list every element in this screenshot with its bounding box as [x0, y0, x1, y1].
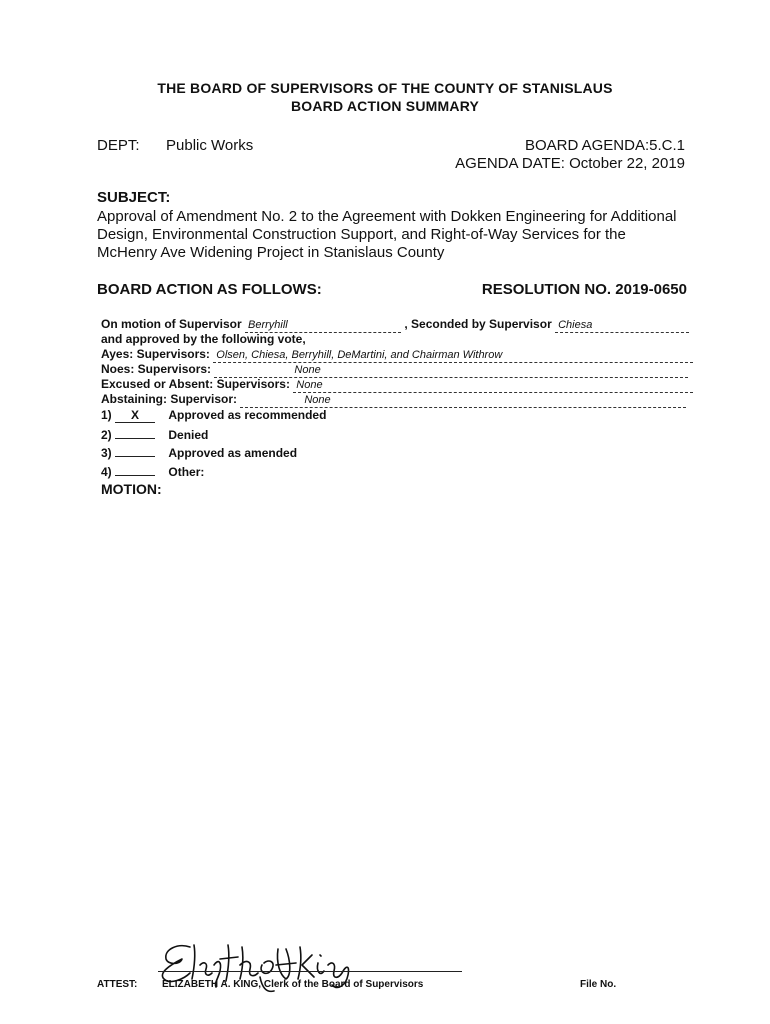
resolution-number: RESOLUTION NO. 2019-0650 — [481, 281, 687, 298]
attest-label: ATTEST: — [97, 979, 138, 990]
dept-label: DEPT: — [97, 137, 140, 154]
option-number: 2) — [101, 428, 112, 442]
option-4 — [101, 465, 204, 479]
abstaining-label: Abstaining: Supervisor: — [101, 392, 238, 406]
motion-label: MOTION: — [101, 481, 162, 497]
motion-label: On motion of Supervisor — [101, 317, 242, 331]
seconded-label: , Seconded by Supervisor — [404, 317, 552, 331]
ayes-row — [101, 347, 693, 363]
option-mark — [115, 456, 155, 457]
option-mark — [115, 438, 155, 439]
document-title: THE BOARD OF SUPERVISORS OF THE COUNTY OF STANISLAUS — [157, 80, 613, 96]
board-action-label: BOARD ACTION AS FOLLOWS: — [97, 281, 322, 298]
option-number: 1) — [101, 408, 112, 422]
noes-row — [101, 362, 688, 378]
seconded-by: Chiesa — [555, 319, 689, 333]
subject-line-1: Approval of Amendment No. 2 to the Agreement with Dokken Engineering for Additional — [97, 208, 677, 225]
signature-line — [158, 971, 462, 972]
document-subtitle: BOARD ACTION SUMMARY — [290, 98, 480, 114]
option-mark: X — [115, 409, 155, 423]
excused-value: None — [293, 379, 693, 393]
ayes-value: Olsen, Chiesa, Berryhill, DeMartini, and Chairman Withrow — [213, 349, 693, 363]
excused-label: Excused or Absent: Supervisors: — [101, 377, 290, 391]
agenda-date: AGENDA DATE: October 22, 2019 — [455, 155, 685, 172]
option-number: 3) — [101, 446, 112, 460]
option-text: Approved as amended — [168, 446, 298, 460]
subject-label: SUBJECT: — [97, 189, 171, 206]
option-mark — [115, 475, 155, 476]
subject-line-2: Design, Environmental Construction Support, and Right-of-Way Services for the — [97, 226, 626, 243]
option-text: Denied — [168, 428, 209, 442]
abstaining-row — [101, 392, 686, 408]
clerk-name: ELIZABETH A. KING, Clerk of the Board of Supervisors — [162, 979, 424, 990]
option-number: 4) — [101, 465, 112, 479]
option-3 — [101, 446, 297, 460]
motion-by: Berryhill — [245, 319, 401, 333]
excused-row — [101, 377, 693, 393]
approved-line: and approved by the following vote, — [101, 332, 306, 346]
option-1 — [101, 408, 326, 423]
subject-line-3: McHenry Ave Widening Project in Stanislaus County — [97, 244, 445, 261]
noes-value: None — [214, 364, 688, 378]
option-text: Approved as recommended — [168, 408, 327, 422]
motion-row — [101, 317, 711, 333]
option-text: Other: — [168, 465, 205, 479]
abstaining-value: None — [240, 394, 686, 408]
noes-label: Noes: Supervisors: — [101, 362, 212, 376]
dept-value: Public Works — [166, 137, 254, 154]
file-number-label: File No. — [580, 979, 617, 990]
option-2 — [101, 428, 208, 442]
agenda-item: BOARD AGENDA:5.C.1 — [524, 137, 685, 154]
ayes-label: Ayes: Supervisors: — [101, 347, 210, 361]
